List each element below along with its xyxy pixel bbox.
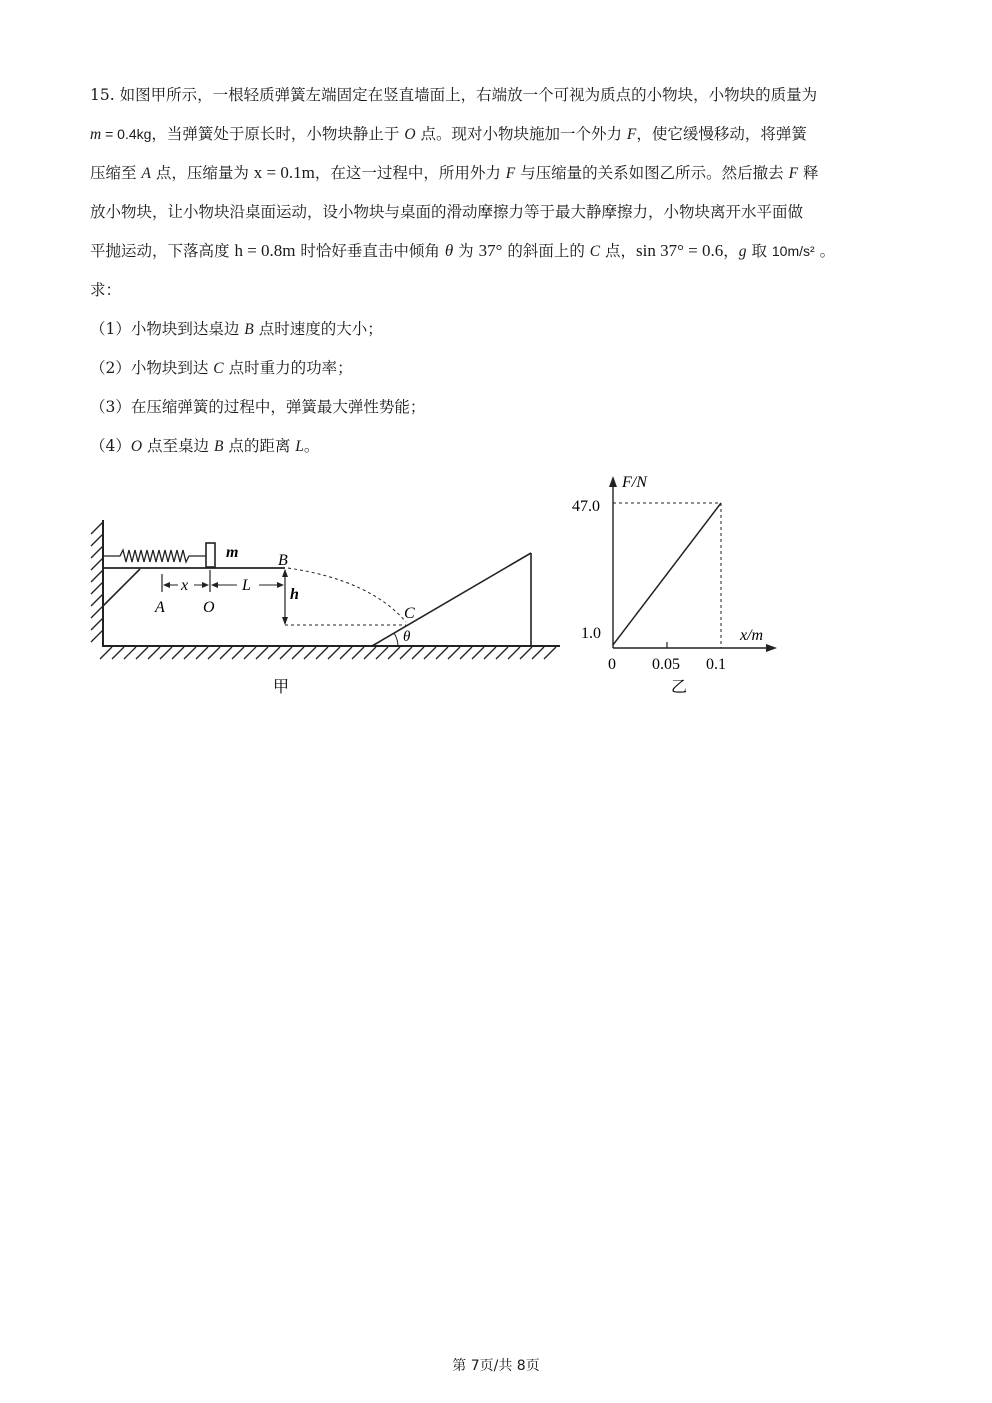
q-text: 压缩至	[90, 164, 142, 182]
q-var-g: g	[738, 243, 747, 260]
q-text: 点。现对小物块施加一个外力	[415, 125, 627, 143]
q-text: 取	[746, 242, 772, 260]
x-axis-arrow	[766, 644, 777, 652]
q-text: 求：	[90, 281, 122, 299]
sq-text: 点时速度的大小；	[253, 320, 383, 338]
q-text: 15. 如图甲所示，一根轻质弹簧左端固定在竖直墙面上，右端放一个可视为质点的小物块，小物块的质量为	[90, 86, 818, 104]
sq-var: B	[213, 438, 224, 455]
q-var-theta: θ	[444, 241, 454, 260]
tick-label-x-1: 0.05	[652, 656, 680, 673]
sq-var: O	[130, 438, 143, 455]
page-footer: 第 7页/共 8页	[452, 1358, 540, 1374]
q-var-F: F	[788, 165, 799, 182]
sq-text: 。	[303, 437, 320, 455]
q-angle: 37°	[478, 241, 503, 260]
q-text: 点，压缩量为	[150, 164, 254, 182]
caption-jia: 甲	[273, 679, 290, 696]
x-axis-label: x/m	[740, 627, 764, 644]
q-text: 放小物块，让小物块沿桌面运动，设小物块与桌面的滑动摩擦力等于最大静摩擦力，小物块离开水平面做	[90, 203, 804, 221]
q-var-F: F	[505, 165, 516, 182]
q-compression: x = 0.1m	[253, 163, 315, 182]
q-var-C: C	[589, 243, 601, 260]
q-text: 与压缩量的关系如图乙所示。然后撤去	[515, 164, 789, 182]
q-text: 释	[798, 164, 819, 182]
caption-yi: 乙	[671, 679, 688, 696]
label-B: B	[278, 552, 288, 569]
label-h: h	[290, 586, 299, 603]
graph	[613, 503, 721, 648]
tick-label-y-bottom: 1.0	[581, 625, 601, 642]
y-axis-arrow	[609, 476, 617, 487]
sq-text: （4）	[90, 437, 131, 455]
sq-text: 点时重力的功率；	[223, 359, 353, 377]
q-text: 平抛运动，下落高度	[90, 242, 235, 260]
tick-label-y-top: 47.0	[572, 498, 600, 515]
label-theta: θ	[403, 629, 411, 645]
tick-label-x-2: 0.1	[706, 656, 726, 673]
sq-var: C	[213, 360, 224, 377]
sq-text: （1）小物块到达桌边	[90, 320, 245, 338]
q-sin: sin 37° = 0.6	[636, 241, 724, 260]
label-m: m	[226, 544, 239, 561]
tick-label-x-0: 0	[608, 656, 616, 673]
q-text: 的斜面上的	[502, 242, 590, 260]
q-height: h = 0.8m	[234, 241, 296, 260]
label-O: O	[203, 599, 215, 616]
sq-var: B	[244, 321, 254, 338]
q-text: 。	[814, 242, 836, 260]
sq-text: （3）在压缩弹簧的过程中，弹簧最大弹性势能；	[90, 398, 426, 416]
q-text: ，当弹簧处于原长时，小物块静止于	[151, 125, 405, 143]
q-var-A: A	[141, 165, 151, 182]
q-mass: = 0.4kg	[101, 126, 152, 142]
q-text: 时恰好垂直击中倾角	[295, 242, 445, 260]
q-text: ，	[723, 242, 739, 260]
q-text: 点，	[600, 242, 637, 260]
q-var-O: O	[404, 126, 416, 143]
sq-text: （2）小物块到达	[90, 359, 214, 377]
q-text: ，使它缓慢移动，将弹簧	[636, 125, 807, 143]
y-axis-label: F/N	[622, 474, 647, 491]
label-L: L	[242, 577, 251, 594]
sq-text: 点至桌边	[142, 437, 214, 455]
force-line	[613, 503, 721, 645]
q-var-F: F	[626, 126, 637, 143]
q-text: ，在这一过程中，所用外力	[314, 164, 506, 182]
q-text: 为	[453, 242, 479, 260]
label-C: C	[404, 605, 415, 622]
label-A: A	[155, 599, 165, 616]
label-x: x	[181, 577, 189, 594]
q-var-m: m	[90, 126, 102, 143]
sq-text: 点的距离	[223, 437, 296, 455]
q-gravity: 10m/s²	[771, 243, 815, 259]
sq-var: L	[295, 438, 304, 455]
